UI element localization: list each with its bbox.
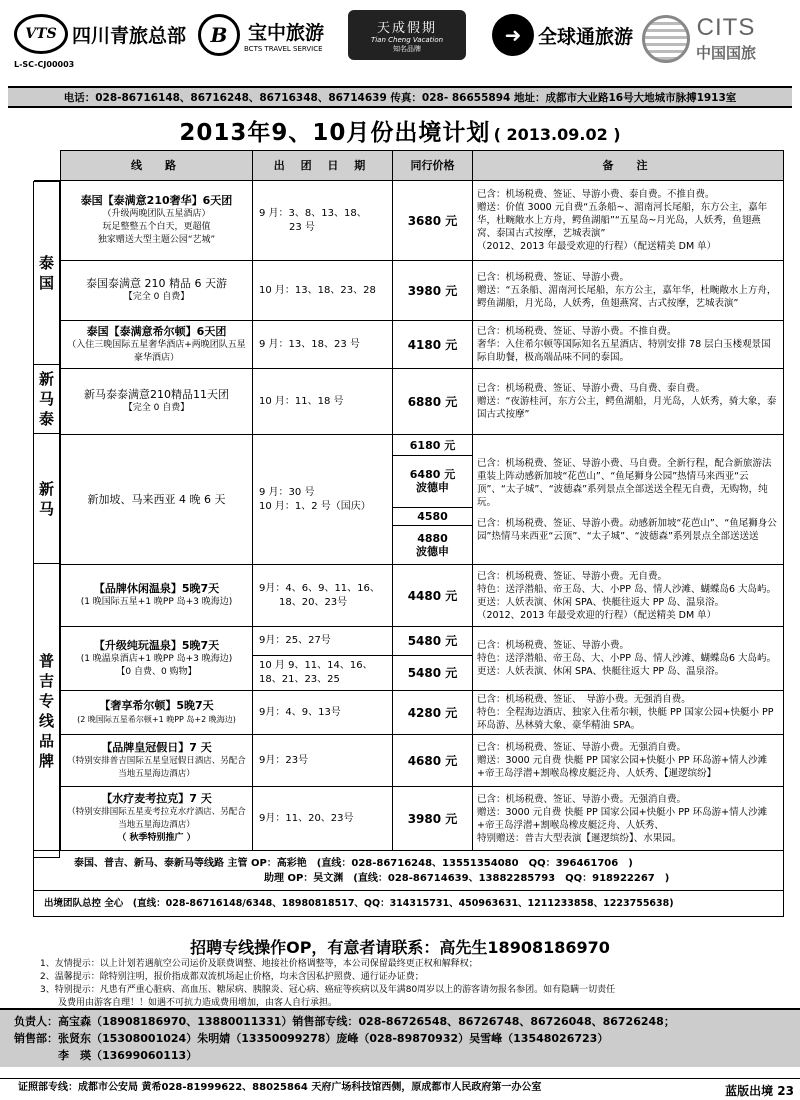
recruit-banner: 招聘专线操作OP，有意者请联系：高先生18908186970 [190, 938, 610, 957]
note-line: 奢华：入住希尔顿等国际知名五星酒店、特别安排 78 层白玉楼观景国际自助餐，极高端品味不同的泰国。 [477, 339, 771, 363]
logo-quanqiutong-name: 全球通旅游 [538, 25, 634, 48]
note-line: 赠送：3000 元自费 快艇 PP 国家公园+快艇小 PP 环岛游+情人沙滩+帝王岛浮潜+割喉岛橡皮艇泛舟、人妖秀、 [477, 806, 768, 831]
price-option: 4880 波德申 [416, 531, 449, 558]
dates-cell: 9 月：13、18、23 号 [253, 321, 393, 369]
header-notes: 备 注 [473, 151, 784, 181]
route-cell [61, 565, 253, 627]
logo-baozhong-sub: BCTS TRAVEL SERVICE [244, 44, 323, 53]
route-name: 泰国【泰满意210奢华】6天团 [80, 194, 233, 207]
note-line: 赠送：价值 3000 元自费“五条船~、湄南河长尾船，东方公主，嘉年华，杜畹敞水上方舟，鳄鱼湖船”“五星岛~月光岛，人妖秀，鱼翅燕窝、泰国古式按摩，艺城表演” [477, 202, 768, 239]
route-sub: 玩足整整五个白天，更超值 [102, 222, 211, 232]
price-cell: 4480 元 [393, 565, 473, 627]
route-sub: （特别安排普吉国际五星皇冠假日酒店、另配合当地五星海边酒店） [67, 755, 246, 779]
note-line: 特色：送浮潜船、帝王岛、大、小PP 岛、情人沙滩、蝴蝶岛6 大岛屿。 [477, 653, 777, 664]
note-line: 特色：送浮潜船、帝王岛、大、小PP 岛、情人沙滩、蝴蝶岛6 大岛屿。 [477, 583, 777, 595]
note-line: （2012、2013 年最受欢迎的行程）（配送精美 DM 单） [477, 241, 717, 252]
price-cell: 3980 元 [393, 787, 473, 851]
price-cell: 4680 元 [393, 735, 473, 787]
op-contacts [34, 851, 784, 891]
notes-cell [473, 691, 784, 735]
route-cell [61, 369, 253, 435]
control-contacts: 出境团队总控 全心 (直线：028-86716148/6348、18980818517、QQ：314315731、450963631、1211233858、1223755638) [34, 891, 784, 917]
note-line: 已含：机场税费、签证、导游小费。无自费。 [477, 570, 668, 582]
table-row [34, 735, 784, 787]
staff-line: 负责人：高宝森（18908186970、13880011331）销售部专线：028-86726548、86726748、86726048、86726248； [14, 1015, 675, 1028]
price-cell: 5480 元 [393, 627, 473, 656]
tip-line: 2、温馨提示：除特别注明，报价指成都双流机场起止价格，均未含因私护照费、通行证办证费； [40, 972, 424, 982]
route-cell [61, 435, 253, 565]
note-line: 赠送：“夜游桂河，东方公主，鳄鱼湖船，月光岛，人妖秀，骑大象，泰国古式按摩” [477, 396, 777, 420]
table-row [34, 369, 784, 435]
staff-line: 销售部：张贤东（15308001024）朱明婧（13350099278）庞峰（028-89870932）吴雪峰（13548026723） [14, 1032, 609, 1045]
table-header [34, 151, 784, 181]
title-date: ( 2013.09.02 ) [493, 125, 621, 144]
route-sub: （升级两晚团队五星酒店） [102, 209, 211, 219]
price-option: 6180 元 [393, 436, 472, 456]
tiancheng-sub: Tian Cheng Vacation [370, 35, 444, 44]
note-line: 已含：机场税费、签证、导游小费、马自费、泰自费。 [477, 383, 706, 394]
price-cell: 3980 元 [393, 261, 473, 321]
region-sin-mal: 新 马 [33, 433, 60, 564]
notes-cell [473, 369, 784, 435]
logo-vts-name: 四川青旅总部 [72, 24, 187, 47]
price-cell: 4180 元 [393, 321, 473, 369]
note-line: 已含：机场税费、签证、导游小费、马自费。全新行程，配合新旅游法重装上阵动感新加坡“花芭山”、“鱼尾狮身公园”热情马来西亚“云顶”、“太子城”、“波德森”系列景点全部送送全程无自费，无购物，纯玩。 [477, 457, 772, 508]
logo-cits [642, 14, 756, 63]
dates-cell: 9月：11、20、23号 [253, 787, 393, 851]
table-row [34, 691, 784, 735]
cits-sub: 中国国旅 [696, 44, 757, 62]
dates-cell: 9月：25、27号 [253, 627, 393, 656]
arrow-right-icon: ➜ [492, 14, 534, 56]
notes-cell [473, 787, 784, 851]
notes-cell [473, 181, 784, 261]
route-cell [61, 787, 253, 851]
route-name: 泰国【泰满意希尔顿】6天团 [86, 324, 227, 338]
staff-line: 李 瑛（13699060113） [14, 1049, 198, 1062]
cert-line: 证照部专线：成都市公安局 黄希028-81999622、88025864 天府广场科技馆西侧，原成都市人民政府第一办公室 [0, 1078, 800, 1096]
route-sub: （特别安排国际五星麦考拉克水疗酒店、另配合当地五星海边酒店） [67, 807, 246, 830]
price-option: 4580 [393, 508, 472, 526]
tip-line: 3、特别提示：凡患有严重心脏病、高血压、糖尿病、胰腺炎、冠心病、癌症等疾病以及年满80周岁以上的游客请勿报名参团。如有隐瞒一切责任 [40, 985, 616, 995]
route-name: 【品牌休闲温泉】5晚7天 [93, 582, 220, 595]
notes-cell [473, 435, 784, 565]
tips-section [40, 958, 780, 1010]
license-number: L-SC-CJ00003 [14, 60, 75, 69]
logo-tiancheng [348, 10, 466, 60]
note-line: 特色：全程海边酒店、独家入住希尔顿，快艇 PP 国家公园+快艇小 PP 环岛游、丛林骑大象、豪华精油 SPA。 [477, 707, 774, 731]
price-cell-split [393, 435, 473, 565]
route-name: 【品牌皇冠假日】7 天 [101, 740, 212, 754]
table-row [34, 181, 784, 261]
op-line: 助理 OP：吴文渊 (直线：028-86714639、13882285793 QQ：918922267 ) [264, 872, 670, 884]
notes-cell [473, 321, 784, 369]
route-sub: 【0 自费、0 购物】 [116, 666, 197, 677]
itinerary-table [33, 150, 783, 917]
table-row [34, 261, 784, 321]
note-line: 特别赠送：普吉大型表演【暹逻缤纷】、水果园。 [477, 832, 682, 844]
region-sin-mal-thai: 新 马 泰 [33, 364, 60, 434]
route-name: 【奢享希尔顿】5晚7天 [99, 699, 214, 712]
dates-cell: 9 月：30 号 10 月：1、2 号（国庆） [253, 435, 393, 565]
tiancheng-brand: 知名品牌 [393, 44, 421, 53]
route-cell [61, 735, 253, 787]
route-name: 【水疗麦考拉克】7 天 [101, 792, 212, 805]
dates-cell: 9月：4、6、9、11、16、 18、20、23号 [253, 565, 393, 627]
control-row [34, 891, 784, 917]
note-line: 赠送：3000 元自费 快艇 PP 国家公园+快艇小 PP 环岛游+情人沙滩+帝王岛浮潜+割喉岛橡皮艇泛舟、人妖秀、【暹逻缤纷】 [477, 755, 768, 779]
baozhong-b-icon: B [198, 14, 240, 56]
route-name: 泰国泰满意 210 精品 6 天游 [86, 277, 227, 290]
op-contacts-row [34, 851, 784, 891]
price-cell: 5480 元 [393, 656, 473, 691]
logo-baozhong-name: 宝中旅游 [248, 21, 325, 44]
table-row [34, 627, 784, 656]
vts-globe-icon: VTS [14, 14, 68, 54]
note-line: 已含：机场税费、签证、导游小费。 [477, 272, 630, 283]
price-cell: 6880 元 [393, 369, 473, 435]
region-phuket: 普 吉 专 线 品 牌 [33, 563, 60, 858]
note-line: 已含：机场税费、签证、导游小费、泰自费。不推自费。 [477, 189, 715, 200]
op-line: 泰国、普吉、新马、泰新马等线路 主管 OP：高彩艳 (直线：028-86716248、13551354080 QQ：396461706 ) [74, 857, 633, 869]
note-line: 赠送：“五条船、湄南河长尾船，东方公主，嘉年华，杜畹敞水上方舟，鳄鱼湖船，月光岛，人妖秀，鱼翅燕窝、古式按摩，艺城表演” [477, 285, 777, 309]
tip-line: 1、友情提示：以上计划若遇航空公司运价及联费调整、地接社价格调整等，本公司保留最终更正权和解释权； [40, 959, 478, 969]
route-cell [61, 321, 253, 369]
price-cell: 3680 元 [393, 181, 473, 261]
logo-baozhong [198, 14, 324, 56]
dates-cell: 10 月：13、18、23、28 [253, 261, 393, 321]
page-number: 蓝版出境 23 [725, 1084, 794, 1098]
tip-line: 及费用由游客自理！！如遇不可抗力造成费用增加，由客人自行承担。 [40, 998, 338, 1008]
route-sub: 独家赠送大型主题公园“艺城” [97, 235, 216, 245]
region-thailand: 泰 国 [33, 181, 60, 365]
dates-cell: 9月：23号 [253, 735, 393, 787]
route-sub: （入住三晚国际五星奢华酒店+两晚团队五星豪华酒店） [67, 339, 246, 363]
note-line: 已含：机场税费、签证、导游小费。不推自费。 [477, 326, 677, 337]
price-option: 6480 元 波德申 [393, 456, 472, 508]
logo-vts [14, 14, 186, 54]
route-sub: (1 晚国际五星+1 晚PP 岛+3 晚海边) [80, 597, 233, 607]
header-dates: 出 团 日 期 [253, 151, 393, 181]
tiancheng-name: 天成假期 [376, 20, 437, 36]
staff-contacts [0, 1008, 800, 1067]
notes-cell [473, 261, 784, 321]
note-line: 更送：人妖表演、休闲 SPA、快艇往返大 PP 岛、温泉浴。 [477, 666, 725, 677]
notes-cell [473, 627, 784, 691]
notes-cell [473, 565, 784, 627]
note-line: （2012、2013 年最受欢迎的行程）（配送精美 DM 单） [477, 609, 717, 621]
dates-cell: 10 月 9、11、14、16、 18、21、23、25 [253, 656, 393, 691]
tiancheng-badge [348, 10, 466, 60]
header-spacer [34, 151, 61, 181]
route-name: 【升级纯玩温泉】5晚7天 [93, 638, 220, 652]
route-cell [61, 627, 253, 691]
note-line: 已含：机场税费、签证、导游小费。无强消自费。 [477, 793, 687, 805]
table-row [34, 787, 784, 851]
note-line: 已含：机场税费、签证、导游小费。 [477, 640, 630, 651]
route-cell [61, 691, 253, 735]
route-sub: (2 晚国际五星希尔顿+1 晚PP 岛+2 晚海边) [77, 715, 236, 724]
route-cell [61, 181, 253, 261]
table-row [34, 565, 784, 627]
title-main: 2013年9、10月份出境计划 [179, 120, 491, 146]
route-cell [61, 261, 253, 321]
page-title [0, 114, 800, 147]
note-line: 更送：人妖表演、休闲 SPA、快艇往返大 PP 岛、温泉浴。 [477, 596, 725, 608]
header-price: 同行价格 [393, 151, 473, 181]
table-row [34, 321, 784, 369]
contact-bar: 电话：028-86716148、86716248、86716348、86714639 传真：028- 86655894 地址：成都市大业路16号大地城市脉搏1913室 [8, 86, 792, 108]
dates-cell: 9 月：3、8、13、18、 23 号 [253, 181, 393, 261]
note-line: 已含：机场税费、签证、导游小费。动感新加坡“花芭山”、“鱼尾狮身公园”热情马来西亚“云顶”、“太子城”、“波德森”系列景点全部送送送 [477, 517, 777, 542]
cits-globe-icon [642, 15, 690, 63]
notes-cell [473, 735, 784, 787]
logo-quanqiutong [492, 14, 633, 56]
route-sub: (1 晚温泉酒店+1 晚PP 岛+3 晚海边) [80, 653, 233, 664]
note-line: 已含：机场税费、签证、导游小费。无强消自费。 [477, 742, 687, 753]
dates-cell: 9月：4、9、13号 [253, 691, 393, 735]
route-sub: 【完全 0 自费】 [123, 403, 190, 413]
route-sub: （ 秋季特别推广 ） [117, 833, 196, 843]
route-sub: 【完全 0 自费】 [123, 292, 190, 302]
price-cell: 4280 元 [393, 691, 473, 735]
note-line: 已含：机场税费、签证、 导游小费。无强消自费。 [477, 694, 691, 705]
route-name: 新加坡、马来西亚 4 晚 6 天 [87, 492, 226, 506]
header-route: 线 路 [61, 151, 253, 181]
header-logos [10, 8, 790, 82]
dates-cell: 10 月：11、18 号 [253, 369, 393, 435]
cits-name: CITS [696, 14, 756, 41]
table-row [34, 435, 784, 565]
route-name: 新马泰泰满意210精品11天团 [84, 388, 229, 401]
